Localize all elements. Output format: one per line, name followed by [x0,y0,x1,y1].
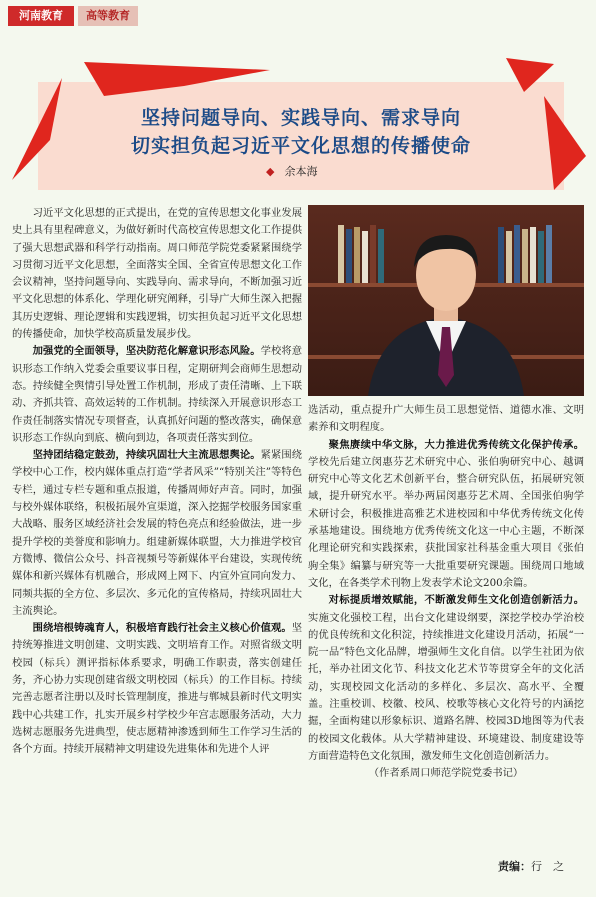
paragraph-body: 实施文化强校工程，出台文化建设纲要，深挖学校办学治校的优良传统和文化积淀，持续推进文化建设月活动，拓展“一院一品”特色文化品牌，增强师生文化自信。以学生社团为依托，举办社团文化节、科技文化艺术节等贯穿全年的文化活动，实现校园文化活动的多样化、多层次、高水平、全覆盖。注重校训、校徽、校风、校歌等核心文化符号的内涵挖掘，全面构建以形象标识、道路名牌、校园3D地图等为代表的校园文化载体。从大学精神建设、环境建设、制度建设等方面营造特色文化氛围，激发师生文化创造创新活力。 [308,611,584,762]
diamond-icon: ◆ [266,165,275,178]
paragraph [308,437,584,593]
headline-line1: 坚持问题导向、实践导向、需求导向 [140,107,461,129]
paragraph-body: 坚持统筹推进文明创建、文明实践、文明培育工作。对照省级文明校园（标兵）测评指标体系要求，明确工作职责，落实创建任务，齐心协力实现创建省级文明校园（标兵）的工作目标。持续完善志愿者注册以及时长管理制度，推进与郸城县新时代文明实践中心共建工作，扎实开展乡村学校少年宫志愿服务活动，大力选树志愿服务先进典型，使志愿精神渗透到师生工作学习生活的各个方面。持续开展精神文明建设先进集体和先进个人评 [12,622,302,756]
portrait-figure [308,205,584,396]
paragraph-body: 学校将意识形态工作纳入党委会重要议事日程，定期研判会商师生思想动态。持续健全舆情引导处置工作机制，形成了责任清晰、上下联动、齐抓共管、高效运转的工作机制。持续深入开展意识形态工作责任制落实情况专项督查，认真抓好问题的整改落实，确保意识形态工作纵向到底、横向到边，各项责任落实到位。 [12,345,302,444]
author-photo [308,205,584,396]
paragraph-lead: 对标提质增效赋能，不断激发师生文化创造创新活力。 [328,594,584,607]
paragraph [308,592,584,765]
paragraph-body: 学校先后建立闵惠芬艺术研究中心、张伯驹研究中心、越调研究中心等文化艺术创新平台，整合研究队伍，拓展研究领域，提升研究水平。举办两届闵惠芬艺术周、全国张伯驹学术研讨会，积极推进高雅艺术进校园和中华优秀传统文化传承基地建设。围绕地方优秀传统文化这一中心主题，不断深化理论研究和实践探索，获批国家社科基金重大项目《张伯驹全集》编纂与研究等一大批重要研究课题。围绕周口地域文化，在各类学术刊物上发表学术论文200余篇。 [308,455,584,589]
subsection-tag: 高等教育 [78,6,138,26]
headline-line2: 切实担负起习近平文化思想的传播使命 [130,135,471,157]
paragraph-lead: 坚持团结稳定鼓劲，持续巩固壮大主流思想舆论。 [32,449,261,462]
right-column [308,402,584,783]
paragraph-lead: 围绕培根铸魂育人，积极培育践行社会主义核心价值观。 [32,622,292,635]
author-name: 余本海 [284,165,318,178]
author-affiliation: （作者系周口师范学院党委书记） [368,767,524,780]
byline [266,163,317,179]
banner-decor-left [12,70,72,190]
paragraph [12,447,302,620]
paragraph-body: 紧紧围绕学校中心工作，校内媒体重点打造“学者风采”“特别关注”等特色专栏，通过专栏专题和重点报道，传播周师好声音。同时，加强与校外媒体联络，积极拓展外宣渠道，深入挖掘学校服务国家重大战略、服务区域经济社会发展的特色亮点和经验做法，进一步提升学校的美誉度和影响力。组建新媒体联盟，大力推进学校官方微博、微信公众号、抖音视频号等新媒体平台建设，实现传统媒体和新兴媒体有机融合，形成网上网下、内宣外宣同向发力、同频共振的全方位、多层次、多元化的宣传格局，持续巩固壮大主流舆论。 [12,449,302,617]
editor-label: 责编： [498,860,531,873]
section-tag: 河南教育 [8,6,74,26]
paragraph-continued: 选活动，重点提升广大师生员工思想觉悟、道德水准、文明素养和文明程度。 [308,404,584,434]
paragraph-lead: 聚焦赓续中华文脉，大力推进优秀传统文化保护传承。 [328,438,584,451]
paragraph [12,620,302,758]
editor-credit [498,858,564,874]
banner-decor-top [84,62,274,102]
editor-name: 行 之 [531,860,564,873]
banner-decor-right-top [506,58,556,94]
paragraph-intro: 习近平文化思想的正式提出，在党的宣传思想文化事业发展史上具有里程碑意义，为做好新时代高校宣传思想文化工作提供了强大思想武器和科学行动指南。周口师范学院党委紧紧围绕学习贯彻习近平文化思想，全面落实全国、全省宣传思想文化工作会议精神，坚持问题导向、实践导向、需求导向，不断加强习近平文化思想的体系化、学理化研究阐释，引导广大师生深入把握其历史逻辑、理论逻辑和实践逻辑，切实担负起习近平文化思想的传播使命，加快学校高质量发展步伐。 [12,207,302,341]
paragraph [12,343,302,447]
paragraph-lead: 加强党的全面领导，坚决防范化解意识形态风险。 [32,345,261,358]
left-column [12,205,302,759]
